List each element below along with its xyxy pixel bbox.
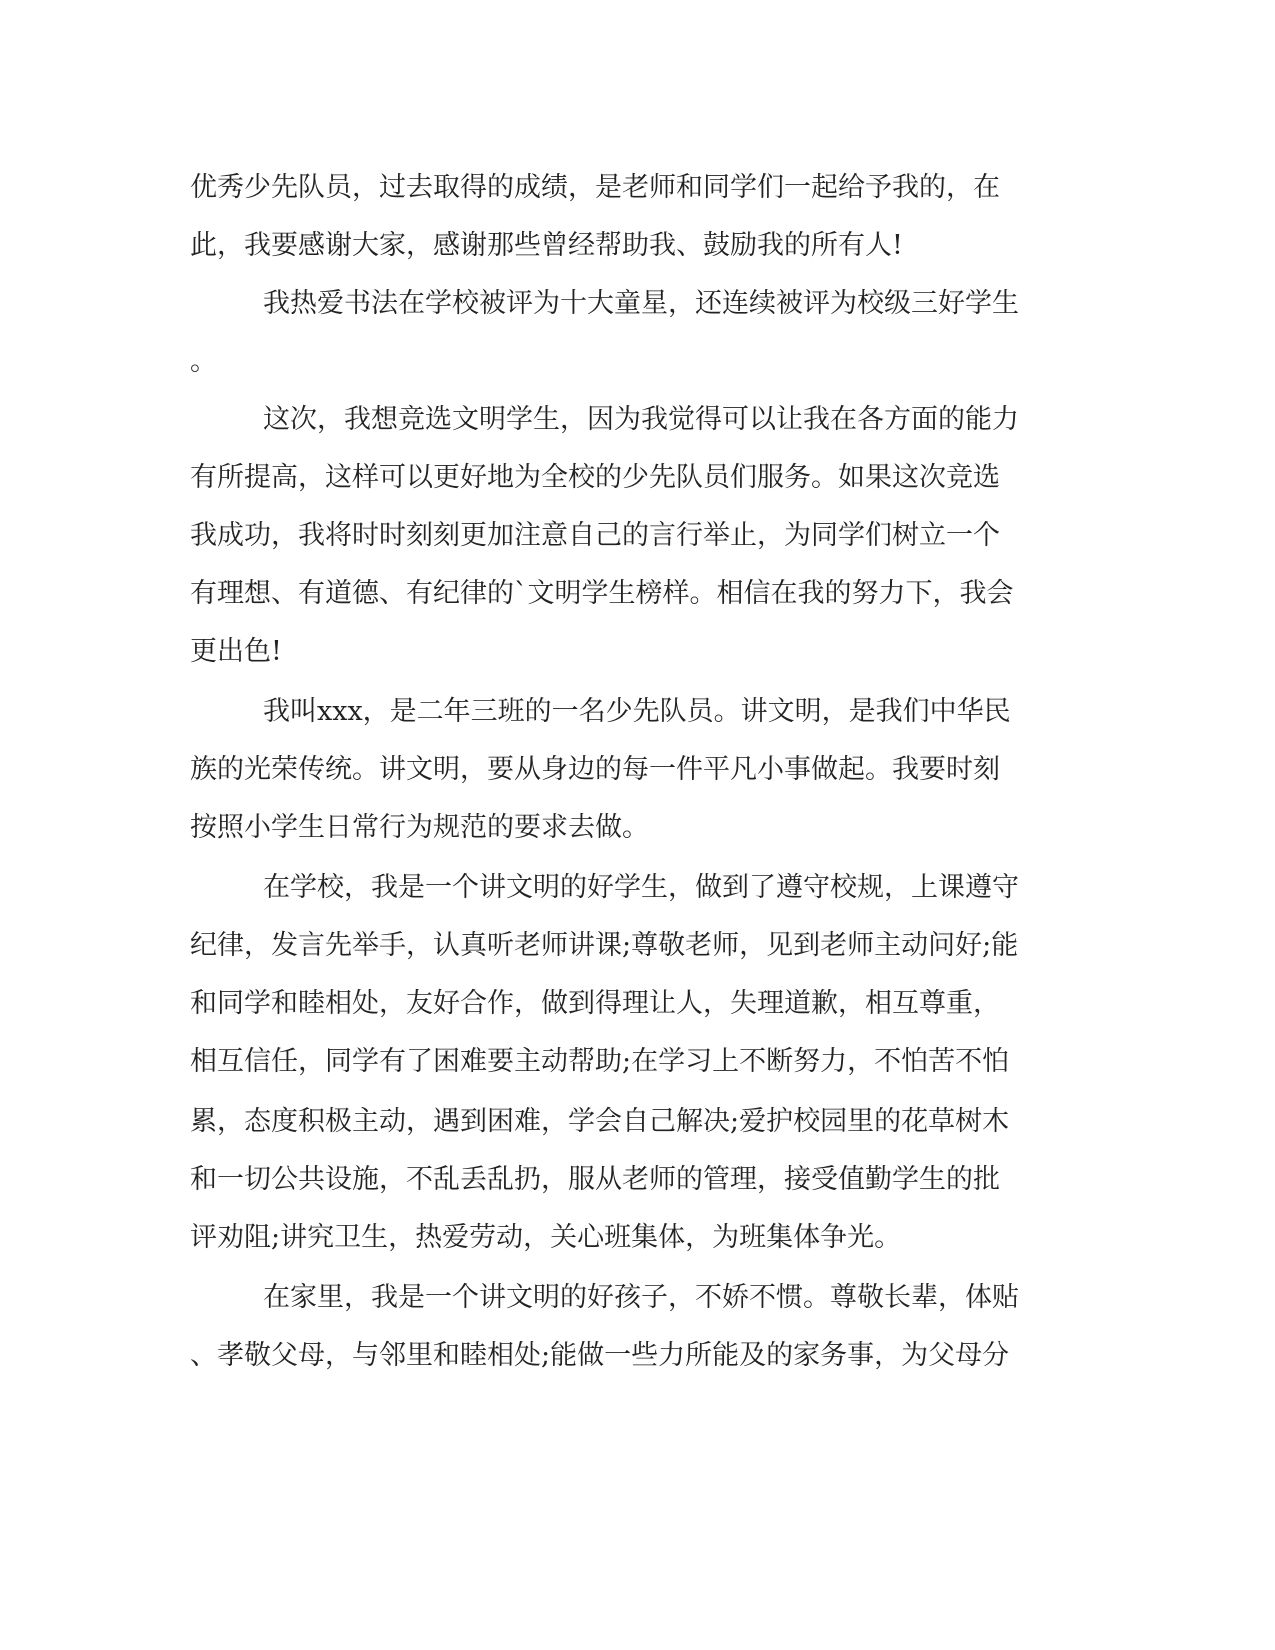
text-line: 按照小学生日常行为规范的要求去做。 <box>190 812 649 843</box>
text-line: 有理想、有道德、有纪律的`文明学生榜样。相信在我的努力下，我会 <box>190 578 1014 609</box>
text-line: 纪律，发言先举手，认真听老师讲课;尊敬老师，见到老师主动问好;能 <box>190 930 1019 961</box>
text-line: 更出色! <box>190 636 282 667</box>
paragraph-start-line: 这次，我想竞选文明学生，因为我觉得可以让我在各方面的能力 <box>263 404 1019 435</box>
text-line: 族的光荣传统。讲文明，要从身边的每一件平凡小事做起。我要时刻 <box>190 754 1000 785</box>
text-line: 。 <box>190 346 217 377</box>
text-line: 和一切公共设施，不乱丢乱扔，服从老师的管理，接受值勤学生的批 <box>190 1164 1000 1195</box>
text-line: 累，态度积极主动，遇到困难，学会自己解决;爱护校园里的花草树木 <box>190 1106 1010 1137</box>
text-line: 评劝阻;讲究卫生，热爱劳动，关心班集体，为班集体争光。 <box>190 1222 902 1253</box>
paragraph-start-line: 在家里，我是一个讲文明的好孩子，不娇不惯。尊敬长辈，体贴 <box>263 1282 1019 1313</box>
paragraph-start-line: 我热爱书法在学校被评为十大童星，还连续被评为校级三好学生 <box>263 288 1019 319</box>
paragraph-start-line: 我叫xxx，是二年三班的一名少先队员。讲文明，是我们中华民 <box>263 696 1011 727</box>
text-line: 有所提高，这样可以更好地为全校的少先队员们服务。如果这次竞选 <box>190 462 1000 493</box>
text-line: 和同学和睦相处，友好合作，做到得理让人，失理道歉，相互尊重， <box>190 988 1000 1019</box>
paragraph-start-line: 在学校，我是一个讲文明的好学生，做到了遵守校规，上课遵守 <box>263 872 1019 903</box>
text-line: 相互信任，同学有了困难要主动帮助;在学习上不断努力，不怕苦不怕 <box>190 1046 1010 1077</box>
text-line: 此，我要感谢大家，感谢那些曾经帮助我、鼓励我的所有人! <box>190 230 903 261</box>
text-line: 、孝敬父母，与邻里和睦相处;能做一些力所能及的家务事，为父母分 <box>190 1340 1010 1371</box>
text-line: 优秀少先队员，过去取得的成绩，是老师和同学们一起给予我的，在 <box>190 172 1000 203</box>
text-line: 我成功，我将时时刻刻更加注意自己的言行举止，为同学们树立一个 <box>190 520 1000 551</box>
